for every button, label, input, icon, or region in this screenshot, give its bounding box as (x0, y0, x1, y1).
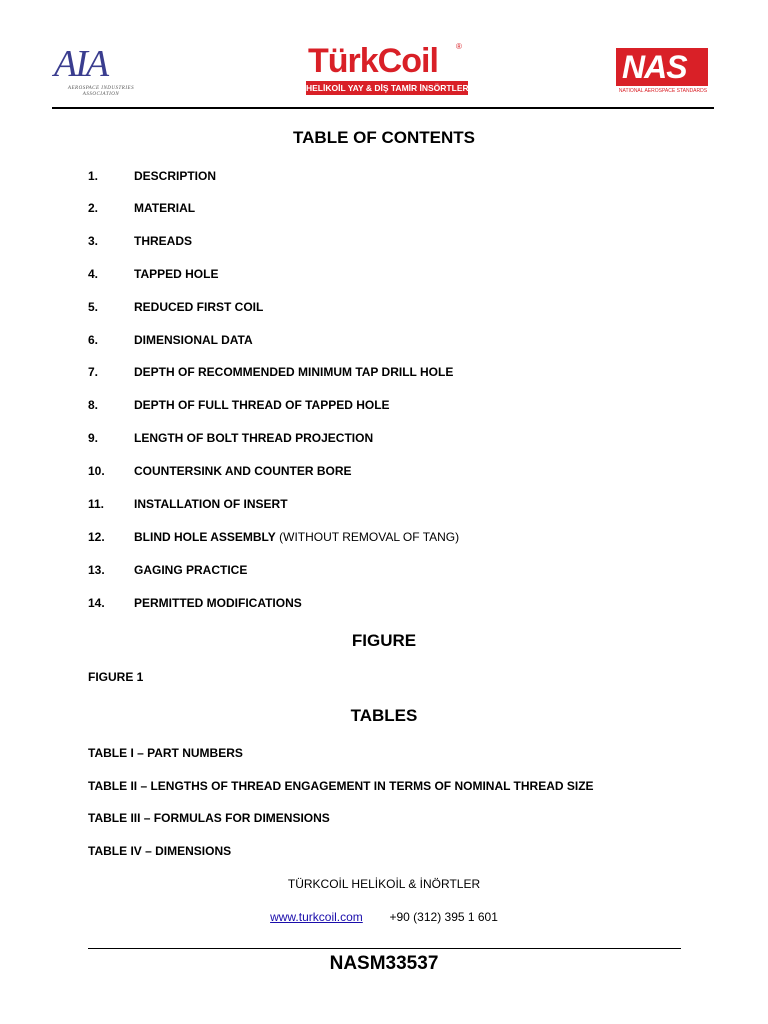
toc-item-number: 5. (88, 300, 99, 314)
toc-item-label-suffix: (WITHOUT REMOVAL OF TANG) (275, 530, 460, 544)
toc-item-number: 13. (88, 563, 105, 577)
toc-item-label: BLIND HOLE ASSEMBLY (134, 530, 276, 544)
toc-item-number: 8. (88, 398, 99, 412)
nas-logo-box (616, 48, 708, 86)
tables-section-title: TABLES (350, 706, 418, 725)
table-item[interactable]: TABLE IV – DIMENSIONS (88, 844, 232, 858)
toc-item-number: 12. (88, 530, 105, 544)
aia-logo-text: AIA (54, 43, 108, 85)
nas-logo (614, 48, 712, 98)
toc-item-label: THREADS (134, 234, 193, 248)
page-header (0, 0, 768, 110)
document-id: NASM33537 (329, 953, 439, 974)
table-item[interactable]: TABLE II – LENGTHS OF THREAD ENGAGEMENT IN TERMS OF NOMINAL THREAD SIZE (88, 779, 594, 793)
footer-contact (0, 910, 768, 924)
toc-item-label: REDUCED FIRST COIL (134, 300, 264, 314)
footer-divider (88, 948, 681, 949)
figure-item[interactable]: FIGURE 1 (88, 670, 144, 684)
toc-item-label: TAPPED HOLE (134, 267, 219, 281)
toc-item-label-group (134, 530, 459, 544)
nas-logo-subtext: NATIONAL AEROSPACE STANDARDS (618, 88, 708, 94)
header-divider (52, 107, 714, 109)
toc-item-number: 9. (88, 431, 99, 445)
toc-item-number: 10. (88, 464, 105, 478)
table-item[interactable]: TABLE I – PART NUMBERS (88, 746, 243, 760)
toc-item-label: LENGTH OF BOLT THREAD PROJECTION (134, 431, 374, 445)
toc-item-number: 6. (88, 333, 99, 347)
toc-item-label: DIMENSIONAL DATA (134, 333, 253, 347)
toc-item-label: GAGING PRACTICE (134, 563, 248, 577)
website-link[interactable]: www.turkcoil.com (270, 910, 363, 924)
toc-item-label: INSTALLATION OF INSERT (134, 497, 288, 511)
turkcoil-logo (306, 42, 470, 98)
toc-item-number: 3. (88, 234, 99, 248)
toc-item-label: DESCRIPTION (134, 169, 217, 183)
aia-logo-subtext: AEROSPACE INDUSTRIES ASSOCIATION (67, 86, 135, 97)
toc-item-number: 1. (88, 169, 99, 183)
registered-mark-icon: ® (456, 42, 462, 51)
figure-section-title: FIGURE (351, 631, 417, 650)
toc-item-label: MATERIAL (134, 201, 196, 215)
turkcoil-logo-text: TürkCoil (308, 42, 438, 80)
toc-item-number: 4. (88, 267, 99, 281)
turkcoil-tagline: HELİKOİL YAY & DİŞ TAMİR İNSÖRTLERİ (306, 83, 471, 93)
footer-company: TÜRKCOİL HELİKOİL & İNÖRTLER (287, 877, 481, 891)
toc-item-label: DEPTH OF FULL THREAD OF TAPPED HOLE (134, 398, 390, 412)
toc-item-number: 11. (88, 497, 105, 511)
nas-logo-text: NAS (622, 49, 687, 85)
toc-item-label: COUNTERSINK AND COUNTER BORE (134, 464, 352, 478)
toc-item-label: PERMITTED MODIFICATIONS (134, 596, 302, 610)
toc-item-number: 14. (88, 596, 105, 610)
phone-number: +90 (312) 395 1 601 (389, 910, 498, 924)
contact-spacer (366, 910, 386, 924)
table-item[interactable]: TABLE III – FORMULAS FOR DIMENSIONS (88, 811, 330, 825)
toc-item-number: 2. (88, 201, 99, 215)
toc-title: TABLE OF CONTENTS (293, 128, 475, 147)
aia-logo (52, 44, 144, 100)
toc-item-label: DEPTH OF RECOMMENDED MINIMUM TAP DRILL HOLE (134, 365, 454, 379)
toc-item-number: 7. (88, 365, 99, 379)
